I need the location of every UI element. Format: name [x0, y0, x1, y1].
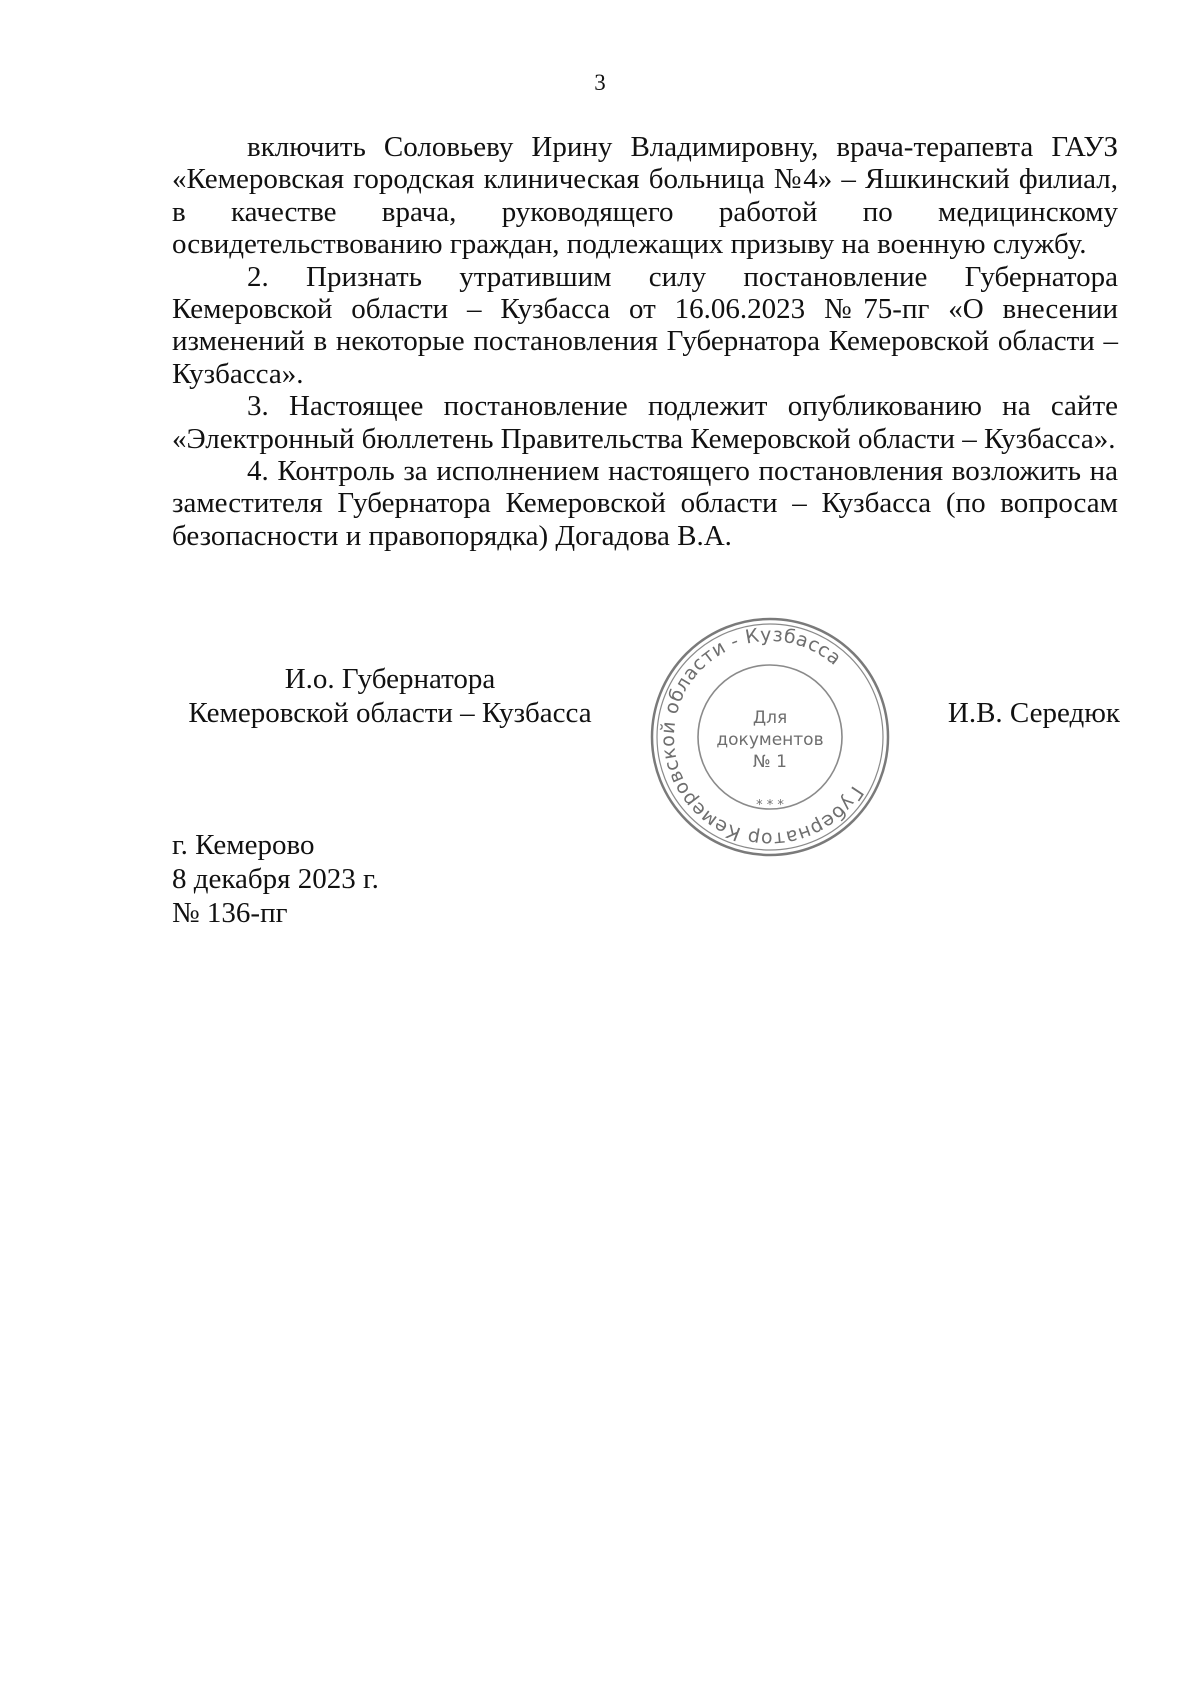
footer-date: 8 декабря 2023 г. — [172, 863, 379, 895]
stamp-center-line-2: документов — [716, 730, 824, 750]
signatory-title-line-1: И.о. Губернатора — [284, 663, 496, 695]
document-body — [172, 131, 1118, 552]
official-stamp — [648, 615, 892, 859]
signatory-title-line-2: Кемеровской области – Кузбасса — [188, 697, 592, 729]
document-footer — [172, 828, 379, 930]
stamp-ring-text: Губернатор Кемеровской области - Кузбасса — [656, 623, 868, 851]
stamp-center-line-1: Для — [752, 708, 788, 728]
stamp-seal-icon — [648, 615, 892, 859]
paragraph-continuation: включить Соловьеву Ирину Владимировну, врача-терапевта ГАУЗ «Кемеровская городская клиническая больница №4» – Яшкинский филиал, в качестве врача, руководящего работой по медицинскому освидетельствованию граждан, подлежащих призыву на военную службу. — [172, 131, 1118, 261]
stamp-stars: * * * — [756, 798, 784, 813]
footer-city: г. Кемерово — [172, 829, 315, 861]
paragraph-4: 4. Контроль за исполнением настоящего постановления возложить на заместителя Губернатора Кемеровской области – Кузбасса (по вопросам безопасности и правопорядка) Догадова В.А. — [172, 455, 1118, 552]
signatory-name: И.В. Середюк — [947, 697, 1120, 729]
footer-number: № 136-пг — [172, 897, 288, 929]
page-number: 3 — [594, 70, 606, 95]
signatory-title — [160, 662, 620, 730]
paragraph-3: 3. Настоящее постановление подлежит опубликованию на сайте «Электронный бюллетень Правительства Кемеровской области – Кузбасса». — [172, 390, 1118, 455]
stamp-center-line-3: № 1 — [753, 752, 787, 772]
paragraph-2: 2. Признать утратившим силу постановление Губернатора Кемеровской области – Кузбасса от 16.06.2023 №75-пг «О внесении изменений в некоторые постановления Губернатора Кемеровской области – Кузбасса». — [172, 260, 1118, 390]
